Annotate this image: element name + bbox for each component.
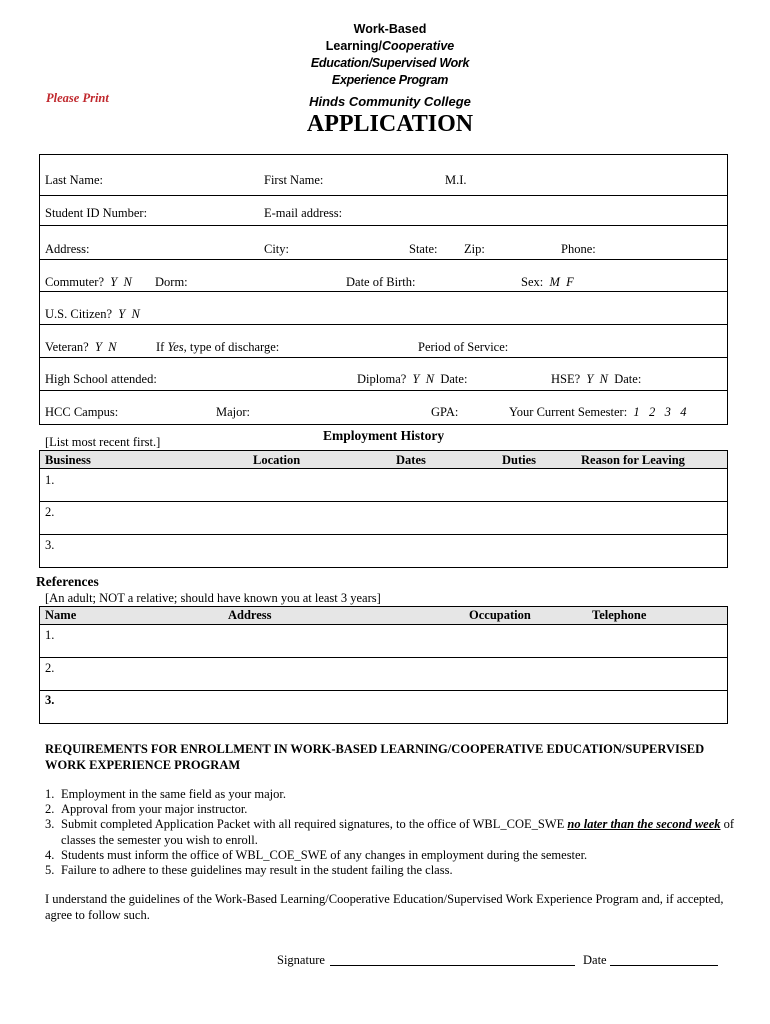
reference-row-3[interactable]: 3. xyxy=(45,693,55,707)
sex-field[interactable] xyxy=(521,275,574,290)
row-divider xyxy=(39,225,728,226)
program-title-line-4: Experience Program xyxy=(331,73,449,87)
hse-field[interactable] xyxy=(551,372,641,387)
gpa-field[interactable]: GPA: xyxy=(431,405,459,419)
references-title: References xyxy=(36,574,99,589)
row-divider xyxy=(39,259,728,260)
semester-options[interactable]: 1 2 3 4 xyxy=(633,405,687,419)
reference-row-2[interactable]: 2. xyxy=(45,661,55,675)
requirement-item-4: 4. Students must inform the office of WBL_COE_SWE of any changes in employment during the semester. xyxy=(45,847,588,862)
requirement-text-1: Employment in the same field as your major. xyxy=(61,787,286,801)
requirement-text-2: Approval from your major instructor. xyxy=(61,802,248,817)
employment-col-duties: Duties xyxy=(502,453,537,467)
row-divider xyxy=(39,534,728,535)
last-name-field[interactable]: Last Name: xyxy=(45,173,103,187)
date-label: Date xyxy=(583,953,607,967)
citizen-yn[interactable]: Y N xyxy=(118,307,140,321)
zip-field[interactable]: Zip: xyxy=(464,242,485,256)
address-field[interactable]: Address: xyxy=(45,242,90,256)
references-col-address: Address xyxy=(228,608,272,622)
diploma-label: Diploma? xyxy=(357,372,407,386)
please-print-label: Please Print xyxy=(46,91,109,105)
diploma-date-label: Date: xyxy=(440,372,468,386)
row-divider xyxy=(39,501,728,502)
requirement-text-3-pre: Submit completed Application Packet with all required signatures, to the office of WBL_COE_SWE xyxy=(61,817,568,832)
references-col-occupation: Occupation xyxy=(469,608,531,622)
email-field[interactable]: E-mail address: xyxy=(264,206,343,220)
veteran-label: Veteran? xyxy=(45,340,89,354)
middle-initial-field[interactable]: M.I. xyxy=(445,173,467,187)
employment-col-dates: Dates xyxy=(396,453,426,467)
employment-col-reason: Reason for Leaving xyxy=(581,453,685,467)
row-divider xyxy=(39,357,728,358)
sex-options[interactable]: M F xyxy=(549,275,574,289)
references-note: [An adult; NOT a relative; should have known you at least 3 years] xyxy=(45,591,381,605)
current-semester-field[interactable] xyxy=(509,405,687,420)
program-title-learning: Learning/ xyxy=(325,39,382,53)
discharge-type-field[interactable] xyxy=(156,340,279,355)
citizen-label: U.S. Citizen? xyxy=(45,307,113,321)
hcc-campus-field[interactable]: HCC Campus: xyxy=(45,405,119,419)
date-of-birth-field[interactable]: Date of Birth: xyxy=(346,275,416,289)
employment-row-3[interactable]: 3. xyxy=(45,538,55,552)
program-title-line-2 xyxy=(290,39,490,53)
student-id-field[interactable]: Student ID Number: xyxy=(45,206,148,220)
city-field[interactable]: City: xyxy=(264,242,290,256)
employment-row-1[interactable]: 1. xyxy=(45,473,55,487)
requirements-heading: REQUIREMENTS FOR ENROLLMENT IN WORK-BASED LEARNING/COOPERATIVE EDUCATION/SUPERVISED WORK EXPERIENCE PROGRAM xyxy=(45,742,705,772)
if-yes-pre: If xyxy=(156,340,168,354)
first-name-field[interactable]: First Name: xyxy=(264,173,324,187)
phone-field[interactable]: Phone: xyxy=(561,242,596,256)
employment-col-business: Business xyxy=(45,453,91,467)
diploma-field[interactable] xyxy=(357,372,467,387)
hse-date-label: Date: xyxy=(614,372,642,386)
commuter-label: Commuter? xyxy=(45,275,105,289)
agreement-statement: I understand the guidelines of the Work-Based Learning/Cooperative Education/Supervised Work Experience Program and, if accepted, agree to follow such. xyxy=(45,892,724,922)
major-field[interactable]: Major: xyxy=(216,405,251,419)
requirements-list xyxy=(45,787,741,878)
citizen-field[interactable] xyxy=(45,307,140,322)
employment-history-title: Employment History xyxy=(323,428,445,443)
application-title: APPLICATION xyxy=(306,111,474,137)
requirement-item-2: 2. Approval from your major instructor. xyxy=(45,802,248,817)
row-divider xyxy=(39,390,728,391)
date-line[interactable] xyxy=(610,951,718,966)
if-yes-post: , type of discharge: xyxy=(183,340,280,354)
signature-line[interactable] xyxy=(330,951,575,966)
hse-label: HSE? xyxy=(551,372,581,386)
period-of-service-field[interactable]: Period of Service: xyxy=(418,340,509,354)
row-divider xyxy=(39,291,728,292)
program-title-cooperative: Cooperative xyxy=(382,39,455,53)
requirement-item-1: 1. Employment in the same field as your major. xyxy=(45,787,286,801)
requirement-deadline-emphasis: no later than the second week xyxy=(567,817,721,832)
employment-note: [List most recent first.] xyxy=(45,435,161,449)
requirement-text-3-post: of classes the semester you wish to enroll. xyxy=(61,817,738,847)
row-divider xyxy=(39,324,728,325)
references-col-telephone: Telephone xyxy=(592,608,647,622)
signature-label: Signature xyxy=(277,953,325,967)
if-yes-em: Yes xyxy=(167,340,184,354)
references-col-name: Name xyxy=(45,608,77,622)
requirement-item-5: 5. Failure to adhere to these guidelines may result in the student failing the class. xyxy=(45,863,453,878)
high-school-field[interactable]: High School attended: xyxy=(45,372,157,386)
requirement-item-3: 3. Submit completed Application Packet with all required signatures, to the office of WBL_COE_SWE no later than the second week of classes the semester you wish to enroll. xyxy=(45,817,738,847)
state-field[interactable]: State: xyxy=(409,242,438,256)
row-divider xyxy=(39,657,728,658)
commuter-yn[interactable]: Y N xyxy=(110,275,132,289)
semester-label: Your Current Semester: xyxy=(509,405,628,419)
reference-row-1[interactable]: 1. xyxy=(45,628,55,642)
requirement-text-5: Failure to adhere to these guidelines may result in the student failing the class. xyxy=(61,863,453,878)
diploma-yn[interactable]: Y N xyxy=(412,372,435,386)
requirement-text-4: Students must inform the office of WBL_COE_SWE of any changes in employment during the semester. xyxy=(61,847,588,862)
veteran-field[interactable] xyxy=(45,340,117,355)
hse-yn[interactable]: Y N xyxy=(586,372,608,386)
row-divider xyxy=(39,468,728,469)
commuter-field[interactable] xyxy=(45,275,132,290)
veteran-yn[interactable]: Y N xyxy=(94,340,117,354)
dorm-field[interactable]: Dorm: xyxy=(155,275,188,289)
row-divider xyxy=(39,690,728,691)
program-title-line-1: Work-Based xyxy=(353,22,427,36)
row-divider xyxy=(39,624,728,625)
employment-col-location: Location xyxy=(253,453,301,467)
employment-row-2[interactable]: 2. xyxy=(45,505,55,519)
sex-label: Sex: xyxy=(521,275,544,289)
college-name: Hinds Community College xyxy=(309,94,471,109)
program-title-line-3: Education/Supervised Work xyxy=(310,56,470,70)
row-divider xyxy=(39,195,728,196)
